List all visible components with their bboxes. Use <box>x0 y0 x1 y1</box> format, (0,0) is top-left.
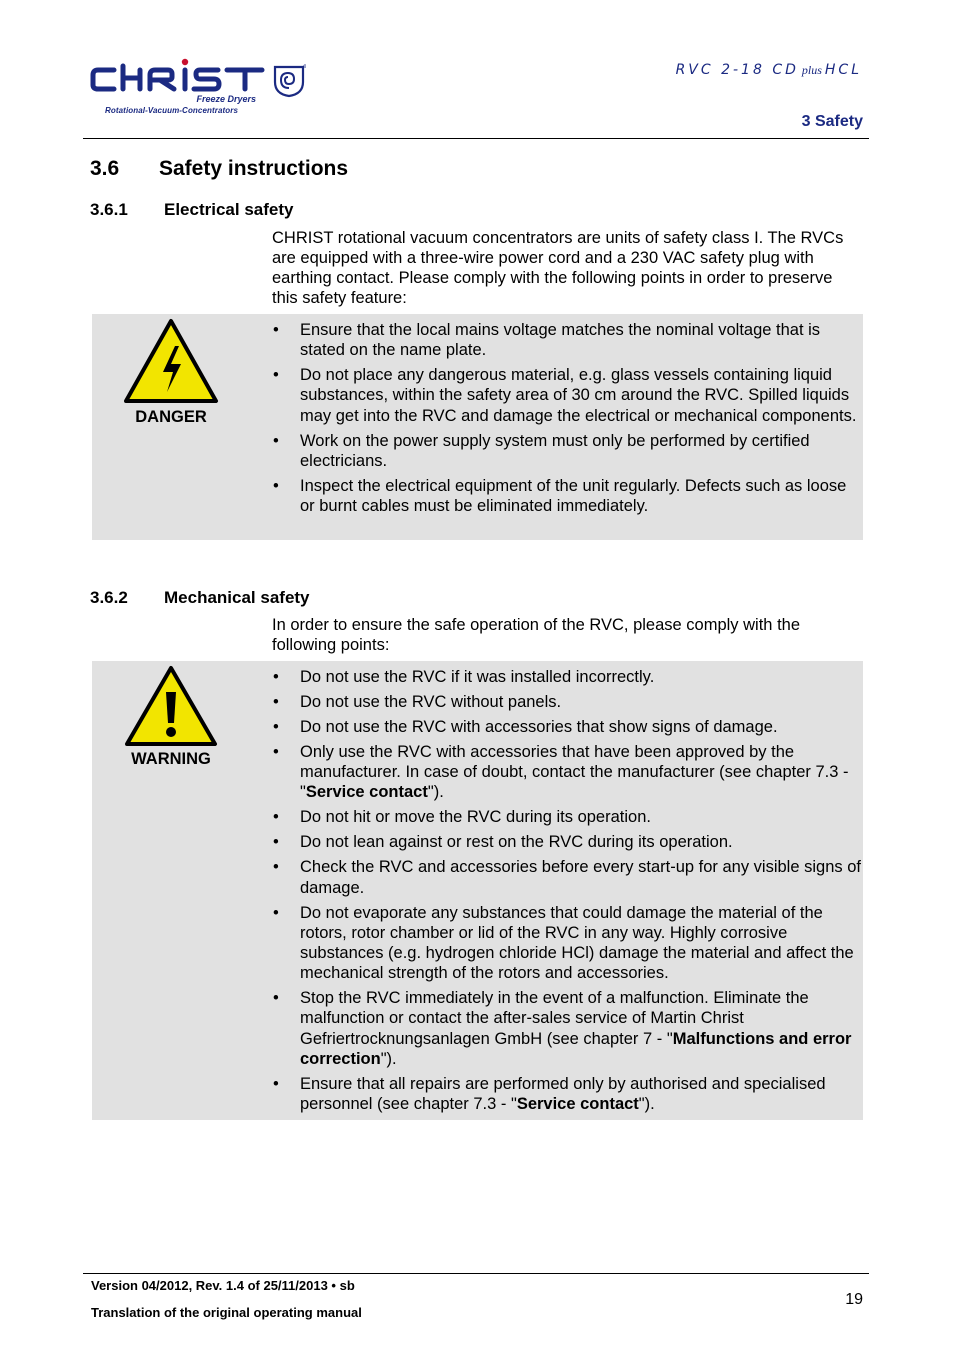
subsection-number-mechanical: 3.6.2 <box>90 588 128 607</box>
list-item: • Ensure that the local mains voltage matches the nominal voltage that is stated on the name plate. <box>273 321 821 360</box>
warning-box <box>92 661 863 1120</box>
list-item: • Check the RVC and accessories before every start-up for any visible signs of damage. <box>273 858 861 897</box>
electrical-bullet-list <box>272 320 862 521</box>
mechanical-bullet-list <box>272 667 862 1119</box>
danger-label: DANGER <box>135 408 207 426</box>
logo-tagline-freeze-dryers: Freeze Dryers <box>196 94 256 104</box>
product-name-plus: plus <box>801 63 822 77</box>
list-item: • Work on the power supply system must only be performed by certified electricians. <box>273 431 810 470</box>
list-item: • Stop the RVC immediately in the event of a malfunction. Eliminate the malfunction or contact the after-sales service of Martin Christ Gefriertrocknungsanlagen GmbH (see chapter 7 - "Malfunctions and error correction"). <box>273 989 852 1068</box>
high-voltage-warning-icon <box>123 318 219 404</box>
danger-box <box>92 314 863 540</box>
page-number: 19 <box>845 1291 863 1308</box>
footer-version: Version 04/2012, Rev. 1.4 of 25/11/2013 • sb <box>91 1278 355 1293</box>
chapter-label: 3 Safety <box>801 113 863 130</box>
mechanical-intro: In order to ensure the safe operation of the RVC, please comply with the following points: <box>272 616 800 654</box>
subsection-title-mechanical: Mechanical safety <box>164 588 310 607</box>
section-title: Safety instructions <box>159 157 349 180</box>
christ-wordmark <box>90 58 265 98</box>
warning-label: WARNING <box>131 750 211 768</box>
list-item: • Do not lean against or rest on the RVC during its operation. <box>273 833 733 852</box>
exclamation-warning-icon <box>124 665 218 747</box>
list-item: • Do not evaporate any substances that could damage the material of the rotors, rotor chamber or lid of the RVC in any way. Highly corrosive substances (e.g. hydrogen chloride HCl) damage the material and affect the mechanical strength of the rotors and accessories. <box>273 903 854 983</box>
product-name <box>676 62 862 78</box>
electrical-intro: CHRIST rotational vacuum concentrators are units of safety class I. The RVCs are equipped with a three-wire power cord and a 230 VAC safety plug with earthing contact. Please comply with the following points in order to preserve this safety feature: <box>272 229 844 307</box>
header-divider <box>83 138 869 139</box>
footer-translation-note: Translation of the original operating manual <box>91 1305 362 1320</box>
logo-tagline-rvc: Rotational-Vacuum-Concentrators <box>105 106 239 115</box>
list-item: • Do not hit or move the RVC during its operation. <box>273 808 651 827</box>
list-item: • Do not use the RVC without panels. <box>273 693 562 711</box>
list-item: • Do not use the RVC with accessories that show signs of damage. <box>273 718 778 736</box>
list-item: • Do not place any dangerous material, e.g. glass vessels containing liquid substances, within the safety area of 30 cm around the RVC. Spilled liquids may get into the RVC and damage the electrical or mechanical components. <box>273 366 857 425</box>
footer-divider <box>83 1273 869 1274</box>
section-number: 3.6 <box>90 157 120 180</box>
reference-service-contact: Service contact <box>516 1095 639 1114</box>
list-item: • Only use the RVC with accessories that have been approved by the manufacturer. In case of doubt, contact the manufacturer (see chapter 7.3 - "Service contact"). <box>273 743 849 802</box>
reference-service-contact: Service contact <box>305 783 428 802</box>
christ-logo <box>90 58 320 120</box>
list-item: • Do not use the RVC if it was installed incorrectly. <box>273 668 655 686</box>
subsection-title-electrical: Electrical safety <box>164 200 294 219</box>
product-name-main: RVC 2-18 CD <box>675 62 799 78</box>
list-item: • Inspect the electrical equipment of the unit regularly. Defects such as loose or burnt cables must be eliminated immediately. <box>273 476 847 516</box>
product-name-tail: HCL <box>824 62 862 78</box>
christ-seal-icon <box>272 64 306 98</box>
reference-malfunctions: Malfunctions and error correction <box>300 1029 852 1068</box>
list-item: • Ensure that all repairs are performed only by authorised and specialised personnel (see chapter 7.3 - "Service contact"). <box>273 1074 826 1114</box>
subsection-number-electrical: 3.6.1 <box>90 200 128 219</box>
